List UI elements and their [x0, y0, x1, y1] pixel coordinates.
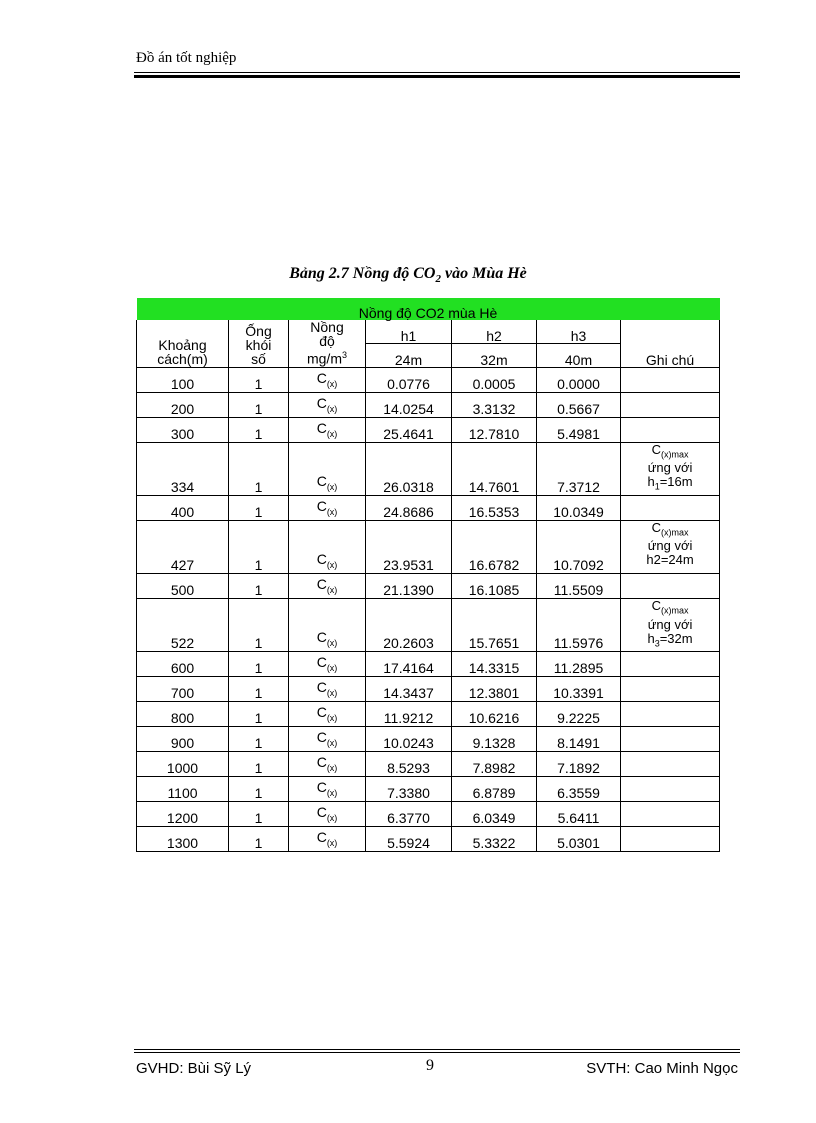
- cell-note: [621, 752, 720, 777]
- header-note: Ghi chú: [621, 320, 720, 367]
- cell-stack: 1: [229, 777, 289, 802]
- caption-subscript: 2: [435, 273, 441, 286]
- cell-concentration-symbol: $C_{(x)}$: [289, 652, 366, 677]
- cell-h1: 14.0254: [366, 392, 452, 417]
- cell-stack: 1: [229, 827, 289, 852]
- cell-h1: 11.9212: [366, 702, 452, 727]
- cell-concentration-symbol: $C_{(x)}$: [289, 752, 366, 777]
- cell-concentration-symbol: $C_{(x)}$: [289, 777, 366, 802]
- cell-h2: 0.0005: [452, 367, 537, 392]
- caption-prefix: Bảng 2.7 Nồng độ CO: [289, 265, 436, 282]
- cell-stack: 1: [229, 574, 289, 599]
- cell-note: [621, 417, 720, 442]
- cell-h3: 10.7092: [537, 520, 621, 573]
- header-h1: h1: [366, 320, 452, 343]
- footer-rule: [134, 1049, 740, 1050]
- table-row: [137, 495, 720, 520]
- cell-distance: 1300: [137, 827, 229, 852]
- cell-distance: 427: [137, 520, 229, 573]
- cell-concentration-symbol: $C_{(x)}$: [289, 367, 366, 392]
- table-row: [137, 417, 720, 442]
- cell-h2: 16.6782: [452, 520, 537, 573]
- cell-h3: 0.0000: [537, 367, 621, 392]
- cell-h1: 14.3437: [366, 677, 452, 702]
- cell-note: [621, 827, 720, 852]
- cell-note: [621, 392, 720, 417]
- cell-h1: 26.0318: [366, 442, 452, 495]
- cell-stack: 1: [229, 802, 289, 827]
- page-number: 9: [426, 1057, 434, 1074]
- cell-h1: 23.9531: [366, 520, 452, 573]
- cell-h3: 7.3712: [537, 442, 621, 495]
- header-rule: [134, 72, 740, 73]
- table-row: [137, 752, 720, 777]
- cell-note: [621, 367, 720, 392]
- cell-note: [621, 777, 720, 802]
- cell-note: $C_{(x)max}$ ứng với $h_1=16m$: [621, 442, 720, 495]
- cell-distance: 900: [137, 727, 229, 752]
- cell-note: $C_{(x)max}$ ứng với $h_3=32m$: [621, 599, 720, 652]
- table-row: [137, 827, 720, 852]
- cell-h1: 5.5924: [366, 827, 452, 852]
- cell-concentration-symbol: $C_{(x)}$: [289, 677, 366, 702]
- cell-distance: 522: [137, 599, 229, 652]
- header-concentration: Nồng độ $mg/m^3$: [289, 320, 366, 367]
- header-rule-thick: [134, 75, 740, 78]
- cell-h2: 9.1328: [452, 727, 537, 752]
- cell-stack: 1: [229, 442, 289, 495]
- table-row: [137, 802, 720, 827]
- cell-h3: 0.5667: [537, 392, 621, 417]
- table-row: [137, 574, 720, 599]
- cell-h1: 17.4164: [366, 652, 452, 677]
- cell-h1: 0.0776: [366, 367, 452, 392]
- cell-h1: 21.1390: [366, 574, 452, 599]
- cell-h2: 12.7810: [452, 417, 537, 442]
- header-h3: h3: [537, 320, 621, 343]
- cell-concentration-symbol: $C_{(x)}$: [289, 727, 366, 752]
- cell-h1: 25.4641: [366, 417, 452, 442]
- cell-distance: 1200: [137, 802, 229, 827]
- cell-stack: 1: [229, 752, 289, 777]
- cell-h1: 20.2603: [366, 599, 452, 652]
- header-distance: Khoảng cách(m): [137, 320, 229, 367]
- cell-h2: 6.8789: [452, 777, 537, 802]
- cell-h3: 10.0349: [537, 495, 621, 520]
- cell-h2: 14.7601: [452, 442, 537, 495]
- cell-h1: 10.0243: [366, 727, 452, 752]
- cell-concentration-symbol: $C_{(x)}$: [289, 520, 366, 573]
- cell-h3: 5.0301: [537, 827, 621, 852]
- cell-h3: 5.6411: [537, 802, 621, 827]
- cell-h1: 24.8686: [366, 495, 452, 520]
- cell-h3: 11.5976: [537, 599, 621, 652]
- cell-h2: 16.1085: [452, 574, 537, 599]
- footer-rule-second: [134, 1052, 740, 1053]
- cell-concentration-symbol: $C_{(x)}$: [289, 392, 366, 417]
- table-row: [137, 367, 720, 392]
- header-stack: Ống khói số: [229, 320, 289, 367]
- cell-distance: 800: [137, 702, 229, 727]
- cell-stack: 1: [229, 727, 289, 752]
- cell-concentration-symbol: $C_{(x)}$: [289, 827, 366, 852]
- table-row: [137, 677, 720, 702]
- cell-h3: 11.2895: [537, 652, 621, 677]
- cell-stack: 1: [229, 495, 289, 520]
- cell-h3: 11.5509: [537, 574, 621, 599]
- cell-concentration-symbol: $C_{(x)}$: [289, 417, 366, 442]
- cell-distance: 1000: [137, 752, 229, 777]
- cell-h2: 12.3801: [452, 677, 537, 702]
- cell-h2: 16.5353: [452, 495, 537, 520]
- cell-note: [621, 702, 720, 727]
- cell-stack: 1: [229, 599, 289, 652]
- header-h1-value: 24m: [366, 343, 452, 367]
- cell-distance: 1100: [137, 777, 229, 802]
- cell-distance: 200: [137, 392, 229, 417]
- cell-h2: 5.3322: [452, 827, 537, 852]
- cell-stack: 1: [229, 677, 289, 702]
- cell-h3: 8.1491: [537, 727, 621, 752]
- cell-h3: 6.3559: [537, 777, 621, 802]
- cell-stack: 1: [229, 652, 289, 677]
- header-h2-value: 32m: [452, 343, 537, 367]
- cell-note: [621, 727, 720, 752]
- caption-suffix: vào Mùa Hè: [440, 265, 527, 282]
- table-row: [137, 777, 720, 802]
- cell-note: [621, 802, 720, 827]
- cell-stack: 1: [229, 417, 289, 442]
- table-title: Nồng độ CO2 mùa Hè: [137, 298, 720, 320]
- cell-distance: 500: [137, 574, 229, 599]
- table-row: [137, 520, 720, 573]
- cell-concentration-symbol: $C_{(x)}$: [289, 495, 366, 520]
- cell-concentration-symbol: $C_{(x)}$: [289, 442, 366, 495]
- table-row: [137, 599, 720, 652]
- header-h3-value: 40m: [537, 343, 621, 367]
- table-row: [137, 652, 720, 677]
- cell-distance: 400: [137, 495, 229, 520]
- cell-h2: 6.0349: [452, 802, 537, 827]
- cell-h3: 7.1892: [537, 752, 621, 777]
- cell-stack: 1: [229, 520, 289, 573]
- cell-concentration-symbol: $C_{(x)}$: [289, 802, 366, 827]
- cell-h1: 6.3770: [366, 802, 452, 827]
- cell-concentration-symbol: $C_{(x)}$: [289, 599, 366, 652]
- cell-stack: 1: [229, 367, 289, 392]
- cell-h3: 10.3391: [537, 677, 621, 702]
- cell-distance: 600: [137, 652, 229, 677]
- co2-concentration-table: [136, 298, 720, 852]
- table-caption: [0, 265, 816, 285]
- cell-h2: 7.8982: [452, 752, 537, 777]
- cell-distance: 300: [137, 417, 229, 442]
- cell-distance: 700: [137, 677, 229, 702]
- cell-note: [621, 652, 720, 677]
- footer-supervisor: GVHD: Bùi Sỹ Lý: [136, 1060, 252, 1077]
- page-header-title: Đồ án tốt nghiệp: [136, 50, 237, 66]
- cell-note: [621, 495, 720, 520]
- cell-stack: 1: [229, 392, 289, 417]
- cell-h1: 8.5293: [366, 752, 452, 777]
- cell-note: $C_{(x)max}$ ứng với h2=24m: [621, 520, 720, 573]
- cell-distance: 100: [137, 367, 229, 392]
- cell-note: [621, 677, 720, 702]
- cell-stack: 1: [229, 702, 289, 727]
- cell-h3: 5.4981: [537, 417, 621, 442]
- table-row: [137, 727, 720, 752]
- cell-h2: 10.6216: [452, 702, 537, 727]
- cell-h1: 7.3380: [366, 777, 452, 802]
- cell-concentration-symbol: $C_{(x)}$: [289, 702, 366, 727]
- cell-h2: 14.3315: [452, 652, 537, 677]
- table-row: [137, 442, 720, 495]
- footer-student: SVTH: Cao Minh Ngọc: [586, 1060, 738, 1077]
- table-row: [137, 702, 720, 727]
- cell-h3: 9.2225: [537, 702, 621, 727]
- cell-note: [621, 574, 720, 599]
- cell-concentration-symbol: $C_{(x)}$: [289, 574, 366, 599]
- header-h2: h2: [452, 320, 537, 343]
- cell-h2: 3.3132: [452, 392, 537, 417]
- cell-distance: 334: [137, 442, 229, 495]
- table-row: [137, 392, 720, 417]
- cell-h2: 15.7651: [452, 599, 537, 652]
